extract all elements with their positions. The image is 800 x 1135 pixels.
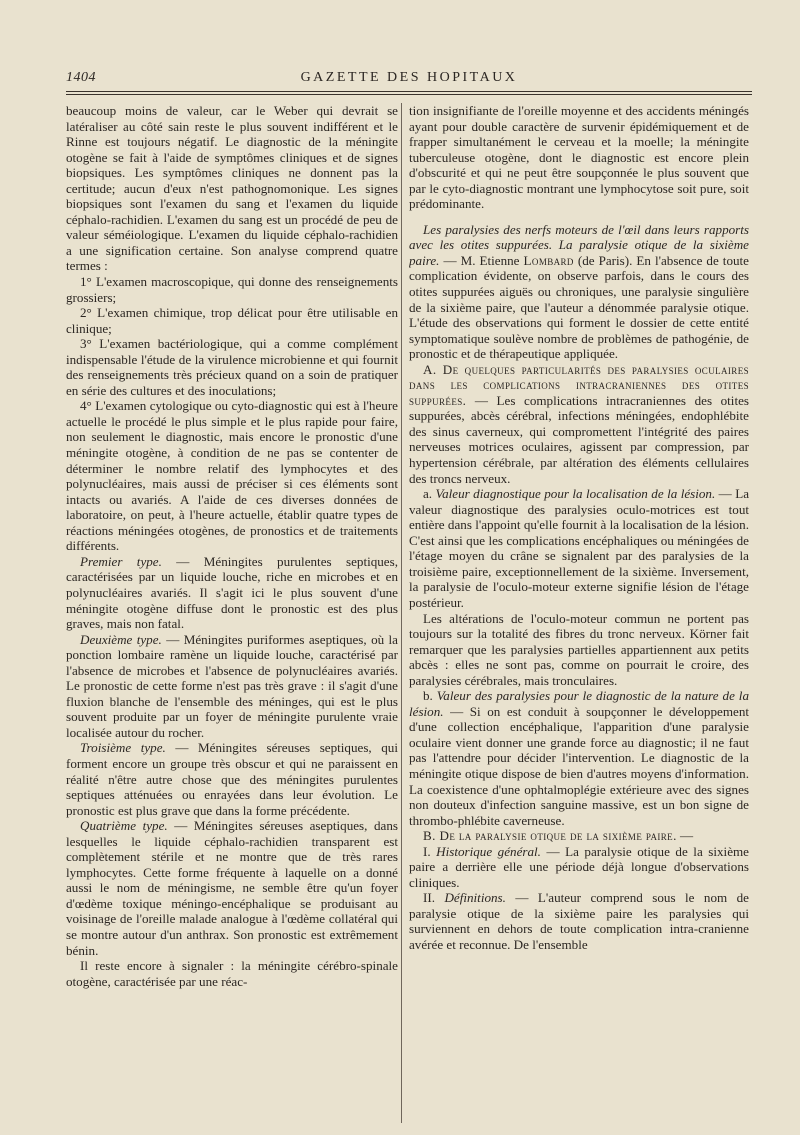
section-paragraph [409,362,749,486]
list-item: 3° L'examen bactériologique, qui a comme complément indispensable l'étude de la virulence microbienne et qui fournit des renseignements très précieux quand on a soin de pratiquer en série des cultures et des inoculations; [66,336,398,398]
paragraph-text: — Les complications intracraniennes des otites suppurées, abcès cérébral, infections méningées, endophlébite des sinus caverneux, qui compromettent l'intégrité des paires nerveuses motrices oculaires, agissent par compression, par hypertension cérébrale, par altération des éléments cellulaires des troncs nerveux. [409,392,749,486]
paragraph-text: — La valeur diagnostique des paralysies oculo-motrices est tout entière dans l'appoint qu'elle fournit à la localisation de la lésion. C'est ainsi que les complications encéphaliques ou méningées de l'étage moyen du crâne se signalent par des paralysies de la troisième paire, exceptionnellement de la sixième. Inversement, la paralysie de l'oculo-moteur externe signifie lésion de l'étage postérieur. [409,486,749,610]
section-heading: A. De quelques particularités des paralysies oculaires dans les complications intracraniennes des otites suppurées. [409,361,749,408]
page-number: 1404 [66,70,96,85]
subsection-paragraph [409,890,749,952]
type-text: — Méningites séreuses aseptiques, dans lesquelles le liquide céphalo-rachidien transparent est complètement stérile et ne montre que de très rares lymphocytes. Cette forme fréquente à laquelle on a donné aussi le nom de méningisme, ne semble être qu'un foyer d'œdème toxique méningo-encéphalique se produisant au voisinage de l'oreille malade analogue à l'œdème collatéral qui se montre autour d'un anthrax. Son pronostic est extrêmement bénin. [66,818,398,958]
subsection-title: Valeur des paralysies pour le diagnostic de la nature de la lésion. [409,688,749,719]
paragraph: beaucoup moins de valeur, car le Weber qui devrait se latéraliser au côté sain reste le plus souvent indifférent et le Rinne est toujours négatif. Le diagnostic de la méningite otogène se fait à l'aide de symptômes cliniques et de signes biopsiques. Les symptômes cliniques ne donnent pas la certitude; aucun d'eux n'est pathognomonique. Les signes biopsiques sont l'examen du sang et l'examen du liquide céphalo-rachidien. L'examen du sang est un procédé de peu de valeur séméiologique. L'examen du liquide céphalo-rachidien a une signification certaine. Son analyse comprend quatre termes : [66,103,398,274]
column-divider [401,103,402,1123]
type-text: — Méningites séreuses septiques, qui forment encore un groupe très obscur et qui ne paraissent en réalité n'être autre chose que des méningites purulentes septiques atténuées ou enrayées dans leur évolution. Le pronostic est plus grave que dans la forme précédente. [66,740,398,818]
type-text: — Méningites purulentes septiques, caractérisées par un liquide louche, riche en microbes et en polynucléaires avariés. Il s'agit ici le plus souvent d'une méningite otogène diffuse dont le pronostic est des plus graves, mais non fatal. [66,553,398,632]
paragraph-text: — La paralysie otique de la sixième paire a derrière elle une période déjà longue d'observations cliniques. [409,843,749,890]
subsection-title: Définitions. [444,890,506,906]
paragraph: Les altérations de l'oculo-moteur commun ne portent pas toujours sur la totalité des fibres du tronc nerveux. Körner fait remarquer que les paralysies partielles appartiennent aux petits abcès : elles ne sont pas, comme on pourrait le croire, des paralysies cérébrales, mais tronculaires. [409,610,749,688]
journal-title: GAZETTE DES HOPITAUX [300,70,518,85]
right-column [409,103,749,1123]
list-item: 2° L'examen chimique, trop délicat pour être utilisable en clinique; [66,305,398,336]
type-lead: Quatrième type. [80,818,168,834]
paragraph-text: — Si on est conduit à soupçonner le développement d'une collection encéphalique, l'apparition d'une paralysie oculaire vient donner une grande force au diagnostic; il ne faut pas l'attendre pour décider l'intervention. Le diagnostic de la méningite otique dispose de bien d'autres moyens d'information. La coexistence d'une ophtalmoplégie extérieure avec des signes non douteux d'infection sanguine massive, est un bon signe de thrombo-phlébite caverneuse. [409,703,749,828]
type-lead: Deuxième type. [80,631,162,647]
type-paragraph [66,554,398,632]
type-paragraph [66,740,398,818]
type-text: — Méningites puriformes aseptiques, où la ponction lombaire ramène un liquide louche, caractérisé par l'absence de microbes et l'absence de polynucléaires avariés. Le pronostic de cette forme n'est pas très grave : il s'agit d'une fluxion blanche de l'ensemble des méninges, qui est le plus souvent produite par un foyer de méningite purulente vraie localisée autour du rocher. [66,631,398,740]
section-heading: B. De la paralysie otique de la sixième paire. [423,828,677,844]
subsection-number: I. [423,843,437,859]
subsection-letter: a. [423,486,436,502]
section-heading-line [409,828,749,844]
subsection-title: Historique général. [436,843,541,859]
subsection-paragraph [409,844,749,891]
left-column [66,103,398,1123]
paragraph: Il reste encore à signaler : la méningite cérébro-spinale otogène, caractérisée par une réac- [66,958,398,989]
list-item: 1° L'examen macroscopique, qui donne des renseignements grossiers; [66,274,398,305]
header-rule [66,91,752,95]
type-lead: Premier type. [80,553,162,569]
dash: — [676,828,694,844]
dash: — M. Etienne [439,252,524,268]
subsection-paragraph [409,486,749,610]
type-lead: Troisième type. [80,740,166,756]
paragraph: tion insignifiante de l'oreille moyenne et des accidents méningés ayant pour double caractère de survenir épidémiquement et de frapper simultanément le cerveau et la moelle; la méningite tuberculeuse otogène, dont le diagnostic est encore plein d'obscurité et qui ne peut être soupçonnée le plus souvent que par le cyto-diagnostic montrant une lymphocytose soit pure, soit prédominante. [409,103,749,212]
author-name: Lombard [523,252,574,268]
paragraph-text: (de Paris). En l'absence de toute complication évidente, on observe parfois, dans le cours des otites suppurées aiguës ou chroniques, une paralysie singulière de la sixième paire, que l'auteur a dénommée paralysie otique. L'étude des observations qui forment le dossier de cette entité symptomatique soulève nombre de problèmes de pathogénie, de pronostic et de thérapeutique appliquée. [409,252,749,362]
subsection-paragraph [409,688,749,828]
article-paragraph [409,222,749,362]
page-header [66,70,752,90]
type-paragraph [66,818,398,958]
subsection-number: II. [423,890,445,906]
list-item: 4° L'examen cytologique ou cyto-diagnostic qui est à l'heure actuelle le procédé le plus simple et le plus rapide pour faire, non seulement le diagnostic, mais encore le pronostic d'une méningite otogène, à condition de ne pas se contenter de déterminer le nombre relatif des lymphocytes et des polynucléaires, mais aussi de préciser si ces éléments sont intacts ou avariés. A l'aide de ces diverses données de laboratoire, on peut, à l'heure actuelle, établir quatre types de réactions méningées otogènes, de pronostics et de traitements différents. [66,398,398,554]
subsection-letter: b. [423,688,437,704]
subsection-title: Valeur diagnostique pour la localisation de la lésion. [435,486,716,502]
article-title: Les paralysies des nerfs moteurs de l'œil dans leurs rapports avec les otites suppurées. La paralysie otique de la sixième paire. [409,221,749,268]
paragraph-text: — L'auteur comprend sous le nom de paralysie otique de la sixième paire les paralysies qui surviennent en dehors de toute complication intra-cranienne avérée et reconnue. De l'ensemble [409,890,749,952]
type-paragraph [66,632,398,741]
